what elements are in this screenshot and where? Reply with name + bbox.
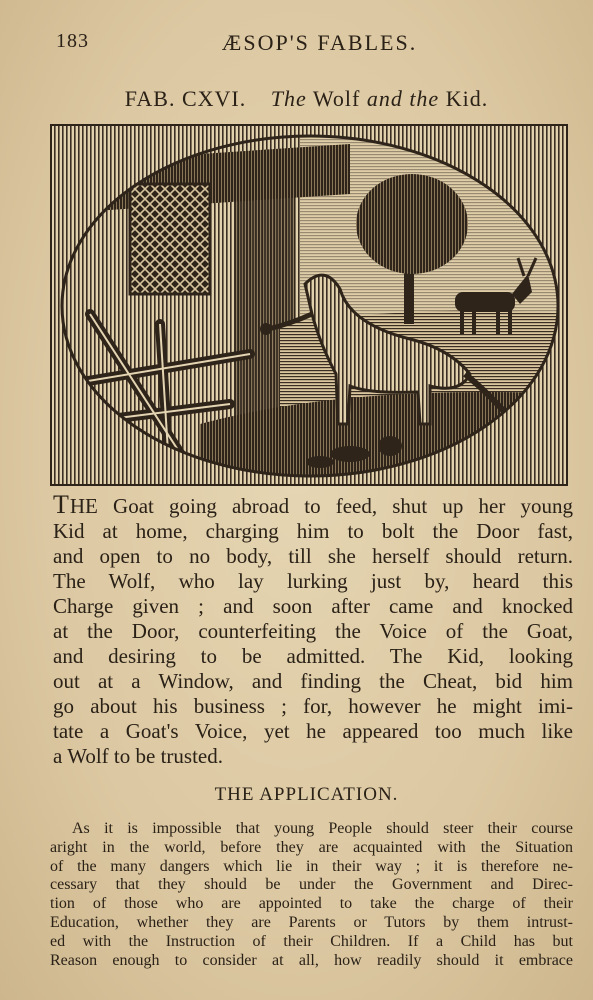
application-line-8: Reason enough to consider at all, how readily should it embrace: [50, 951, 573, 969]
fable-line-1: THE Goat going abroad to feed, shut up her young: [53, 490, 573, 519]
application-line-3: of the many dangers which lie in their way ; it is therefore ne-: [50, 857, 573, 875]
application-heading: THE APPLICATION.: [214, 784, 399, 805]
fable-text: [53, 492, 573, 769]
fable-title-part-2: Wolf: [312, 86, 361, 111]
fable-line-5: Charge given ; and soon after came and knocked: [53, 594, 573, 618]
woodcut-illustration: [50, 124, 568, 486]
fable-line-6: at the Door, counterfeiting the Voice of the Goat,: [53, 619, 573, 643]
book-title: ÆSOP'S FABLES.: [221, 30, 418, 55]
fable-line-11: a Wolf to be trusted.: [53, 744, 223, 768]
application-line-2: aright in the world, before they are acquainted with the Situation: [50, 838, 573, 856]
application-line-1: As it is impossible that young People should steer their course: [72, 820, 573, 837]
application-line-4: cessary that they should be under the Government and Direc-: [50, 876, 573, 894]
application-text: [50, 820, 573, 970]
fable-title-part-3: and the: [366, 86, 440, 111]
application-line-6: Education, whether they are Parents or Tutors by them intrust-: [50, 913, 573, 931]
drop-cap: T: [53, 490, 70, 519]
fable-line-2: Kid at home, charging him to bolt the Door fast,: [53, 519, 573, 543]
fable-title-part-4: Kid.: [445, 86, 489, 111]
running-head: [56, 30, 553, 60]
fable-number: FAB. CXVI.: [124, 86, 247, 111]
fable-line-4: The Wolf, who lay lurking just by, heard this: [53, 569, 573, 593]
fable-line-7: and desiring to be admitted. The Kid, looking: [53, 644, 573, 668]
fable-line-10: tate a Goat's Voice, yet he appeared too much like: [53, 719, 573, 743]
application-line-5: tion of those who are appointed to take the charge of their: [50, 895, 573, 913]
fable-line-8: out at a Window, and finding the Cheat, bid him: [53, 669, 573, 693]
page-number: 183: [56, 30, 89, 52]
fable-line-9: go about his business ; for, however he might imi-: [53, 694, 573, 718]
fable-title-part-1: The: [270, 86, 307, 111]
wolf-and-kid-woodcut-icon: [50, 124, 568, 486]
fable-heading: [60, 86, 553, 112]
application-line-7: ed with the Instruction of their Children. If a Child has but: [50, 932, 573, 950]
fable-line-3: and open to no body, till she herself should return.: [53, 544, 573, 568]
